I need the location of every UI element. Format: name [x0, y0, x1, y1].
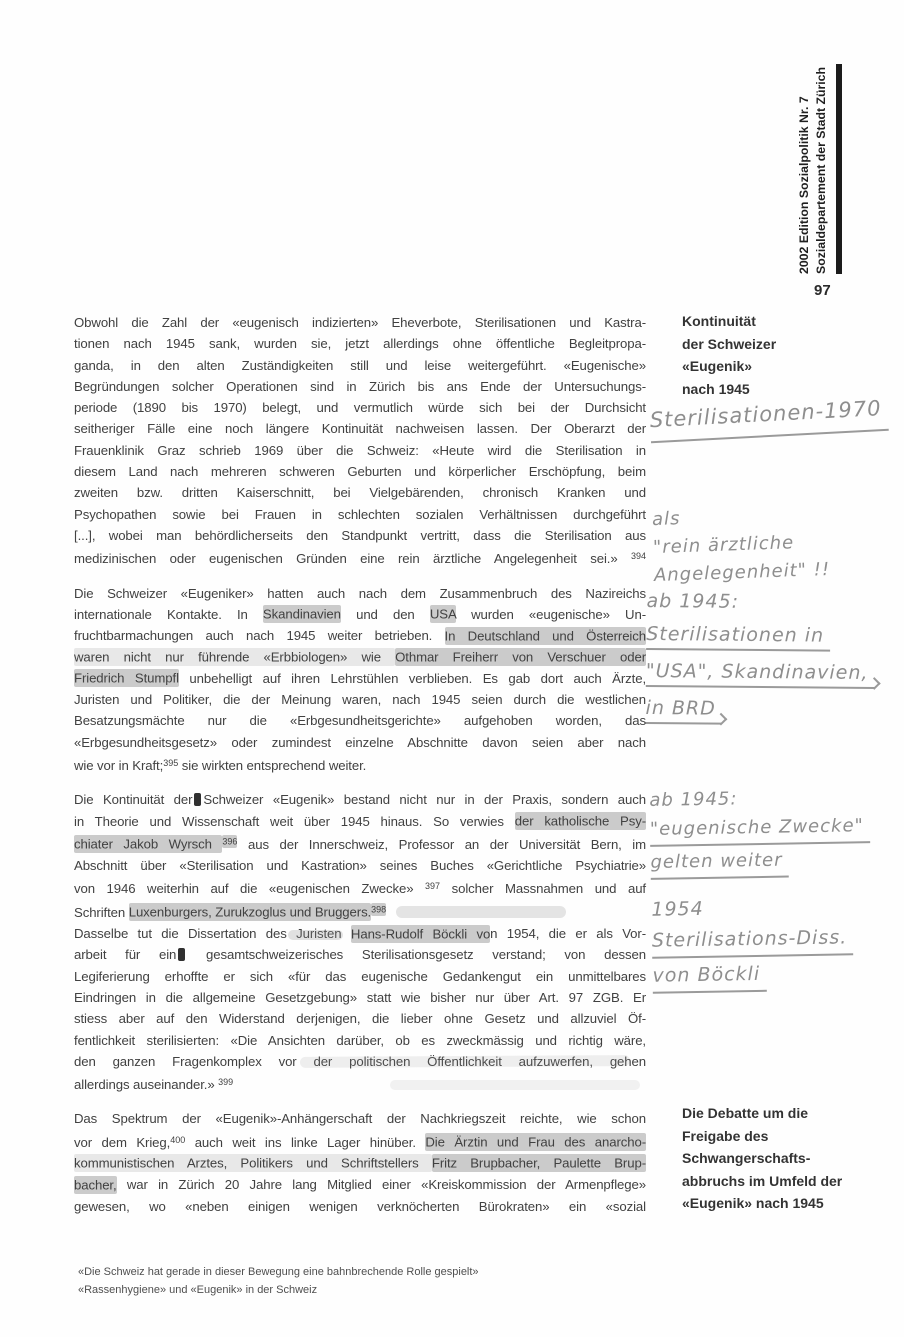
text-line: [74, 1174, 646, 1195]
highlight: USA: [429, 606, 456, 622]
edition-imprint: [796, 62, 830, 274]
text-line: [74, 440, 646, 461]
text-span: internationale Kontakte. In: [74, 606, 263, 622]
text-span: sie wirkten entsprechend weiter.: [178, 757, 367, 773]
text-line: [74, 646, 646, 667]
text-span: Dasselbe tut die Dissertation des Juristen: [74, 926, 351, 942]
text-span: arbeit für ein: [74, 947, 177, 963]
text-span: allerdings auseinander.»: [74, 1077, 219, 1093]
ink-blot: [178, 948, 185, 961]
imprint-line: Sozialdepartement der Stadt Zürich: [814, 66, 828, 274]
text-line: [74, 525, 646, 546]
text-span: in Theorie und Wissenschaft weit über 1945 hinaus. So verwies: [74, 813, 515, 829]
text-line: [74, 710, 646, 731]
handwriting-line: in BRD: [645, 696, 721, 725]
highlight: bacher,: [74, 1177, 117, 1193]
margin-heading-line: «Eugenik» nach 1945: [682, 1195, 824, 1211]
highlight: Friedrich Stumpfl: [74, 670, 179, 686]
body-text: [74, 312, 646, 1230]
text-line: [74, 583, 646, 604]
text-line: [74, 355, 646, 376]
text-line: [74, 944, 646, 965]
handwritten-note-eugenische-zwecke: [649, 784, 871, 883]
text-span: fruchtbarmachungen auch nach 1945 weiter betrieben.: [74, 628, 445, 644]
highlight-light: waren nicht nur führende «Erbbiologen» wie: [74, 649, 396, 665]
text-line: [74, 546, 646, 569]
handwritten-note-boeckli-diss: [651, 892, 854, 996]
text-line: [74, 732, 646, 753]
margin-heading-kontinuitaet: [682, 310, 892, 400]
footnote-ref: 395: [163, 757, 179, 768]
footnote-ref: 399: [218, 1077, 234, 1088]
footer-line: «Die Schweiz hat gerade in dieser Bewegung eine bahnbrechende Rolle gespielt»: [78, 1266, 479, 1278]
text-span: Die Kontinuität der: [74, 792, 193, 808]
text-span: Abschnitt über «Sterilisation und Kastration» seines Buches «Gerichtliche Psychiatrie»: [74, 858, 646, 874]
handwriting-line: "USA", Skandinavien,: [646, 659, 875, 689]
text-span: wie vor in Kraft;: [74, 757, 164, 773]
paragraph: [74, 1108, 646, 1216]
margin-heading-line: Kontinuität: [682, 313, 756, 329]
text-span: zweiten bzw. dritten Kaiserschnitt, bei Vielgebärenden, chronisch Kranken und: [74, 485, 646, 501]
text-span: fentlichkeit sterilisierten: «Die Ansichten darüber, ob es zweckmässig und richtig wäre,: [74, 1032, 646, 1048]
text-line: [74, 482, 646, 503]
text-span: vor dem Krieg,: [74, 1134, 171, 1150]
text-span: stiess aber auf den Widerstand derjenigen, die lieber ohne Gesetz und allzuviel Öf-: [74, 1011, 646, 1027]
handwriting-line: Sterilisations-Diss.: [652, 923, 854, 959]
text-span: tionen nach 1945 sank, wurden sie, jetzt allerdings ohne öffentliche Begleitpropa-: [74, 336, 646, 352]
text-span: und den: [340, 606, 430, 622]
margin-heading-line: Die Debatte um die: [682, 1105, 809, 1121]
margin-heading-line: Freigabe des: [682, 1127, 769, 1144]
highlight: der katholische Psy-: [514, 813, 646, 829]
text-line: [74, 418, 646, 439]
footnote-ref: 398: [371, 904, 387, 915]
text-span: auch weit ins linke Lager hinüber.: [185, 1134, 426, 1150]
text-line: [74, 855, 646, 876]
handwritten-note-rein-aerztliche: [652, 500, 831, 590]
text-span: war in Zürich 20 Jahre lang Mitglied einer «Kreiskommission der Armenpflege»: [116, 1177, 646, 1193]
margin-heading-line: der Schweizer: [682, 335, 777, 352]
highlight-light: kommunistischen Arztes, Politikers und Schriftstellers: [74, 1155, 432, 1171]
text-span: medizinischen oder eugenischen Gründen eine rein ärztliche Angelegenheit sei.»: [74, 551, 631, 567]
margin-heading-line: nach 1945: [682, 380, 750, 397]
text-span: den ganzen Fragenkomplex vor der politischen Öffentlichkeit aufzuwerfen, gehen: [74, 1053, 646, 1069]
text-line: [74, 1030, 646, 1051]
text-line: [74, 625, 646, 646]
text-line: [74, 504, 646, 525]
text-line: [74, 876, 646, 899]
handwriting-line: Angelegenheit" !!: [653, 558, 831, 587]
handwriting-line: "eugenische Zwecke": [650, 813, 870, 847]
text-line: [74, 604, 646, 625]
imprint-bar: [836, 64, 842, 274]
text-span: Psychopathen sowie bei Frauen in schlechten sozialen Verhältnissen durchgeführt: [74, 506, 646, 522]
ghost-smear: [288, 930, 343, 940]
highlight: Luxenburgers, Zurukzoglus und Bruggers.: [128, 904, 372, 920]
text-line: [74, 789, 646, 810]
paragraph: [74, 583, 646, 777]
text-span: Obwohl die Zahl der «eugenisch indizierten» Eheverbote, Sterilisationen und Kastra-: [74, 315, 646, 330]
text-span: Das Spektrum der «Eugenik»-Anhängerschaft der Nachkriegszeit reichte, wie schon: [74, 1111, 646, 1127]
text-line: [74, 832, 646, 855]
text-span: [...], wobei man behördlicherseits den Standpunkt vertritt, dass die Sterilisation aus: [74, 527, 646, 543]
margin-heading-line: Schwangerschafts-: [682, 1150, 811, 1166]
text-line: [74, 1130, 646, 1153]
text-line: [74, 811, 646, 832]
handwriting-line: ab 1945:: [646, 590, 740, 613]
text-line: [74, 312, 646, 333]
footnote-ref: 396: [222, 836, 238, 847]
page-footer: [78, 1264, 479, 1299]
handwritten-note-sterilisationen-1970: [649, 396, 888, 443]
text-span: Besatzungsmächte nur die «Erbgesundheitsgerichte» aufgehoben worden, das: [74, 713, 646, 729]
ghost-smear: [390, 1080, 640, 1090]
text-span: wurden «eugenische» Un-: [455, 606, 646, 622]
text-line: [74, 1008, 646, 1029]
highlight: Hans-Rudolf Böckli vo: [350, 926, 491, 942]
ghost-smear: [300, 1055, 630, 1068]
text-span: solcher Massnahmen und auf: [440, 881, 646, 897]
text-span: aus der Innerschweiz, Professor an der Universität Bern, im: [237, 836, 646, 852]
text-line: [74, 376, 646, 397]
text-line: [74, 1108, 646, 1129]
margin-heading-line: abbruchs im Umfeld der: [682, 1172, 843, 1189]
text-span: diesem Land nach mehreren schweren Geburten und körperlicher Erschöpfung, beim: [74, 464, 646, 480]
text-span: Frauenklinik Graz schrieb 1969 über die Schweiz: «Heute wird die Sterilisation in: [74, 442, 646, 458]
highlight: Othmar Freiherr von Verschuer oder: [395, 649, 646, 665]
footnote-ref: 394: [630, 551, 646, 562]
text-span: «Erbgesundheitsgesetz» oder zumindest einzelne Abschnitte davon seien aber nach: [74, 734, 646, 750]
marker-smear: [396, 906, 566, 918]
text-span: Begründungen solcher Operationen sind in Zürich bis ans Ende der Untersuchungs-: [74, 378, 646, 394]
text-span: gesamtschweizerisches Sterilisationsgesetz verstand; von dessen: [187, 947, 647, 963]
text-span: gewesen, wo «neben einigen wenigen verknöcherten Bürokraten» ein «sozial: [74, 1198, 646, 1214]
text-line: [74, 1196, 646, 1217]
text-span: n 1954, die er als Vor-: [490, 926, 646, 942]
paragraph: [74, 789, 646, 1095]
text-span: von 1946 weiterhin auf die «eugenischen Zwecke»: [74, 881, 426, 897]
text-line: [74, 461, 646, 482]
text-line: [74, 689, 646, 710]
margin-heading-line: «Eugenik»: [682, 358, 753, 374]
handwriting-line: Sterilisationen-1970: [649, 396, 888, 443]
handwriting-line: Sterilisationen in: [646, 622, 830, 652]
highlight: Fritz Brupbacher, Paulette Brup-: [431, 1155, 646, 1171]
footnote-ref: 397: [425, 881, 441, 892]
text-line: [74, 987, 646, 1008]
highlight: Skandinavien: [262, 606, 341, 622]
highlight: chiater Jakob Wyrsch: [74, 836, 223, 852]
handwriting-line: ab 1945:: [649, 788, 738, 811]
highlight: Die Ärztin und Frau des anarcho-: [425, 1134, 647, 1150]
text-span: Juristen und Politiker, die der Meinung waren, nach 1945 seien durch die westlichen: [74, 692, 646, 708]
text-line: [74, 333, 646, 354]
handwriting-line: von Böckli: [652, 960, 766, 994]
footer-line: «Rassenhygiene» und «Eugenik» in der Schweiz: [78, 1283, 318, 1296]
text-line: [74, 668, 646, 689]
text-span: Schriften: [74, 904, 129, 920]
paragraph: [74, 312, 646, 570]
handwriting-line: als: [651, 508, 681, 531]
handwritten-note-ab1945-sterilisationen: [645, 589, 875, 735]
handwriting-line: "rein ärztliche: [652, 532, 795, 559]
text-line: [74, 753, 646, 776]
ink-blot: [194, 793, 201, 806]
page-number: 97: [814, 282, 831, 299]
text-line: [74, 1153, 646, 1174]
footnote-ref: 400: [170, 1134, 186, 1145]
margin-heading-debatte: [682, 1102, 892, 1215]
text-span: ganda, in den alten Zuständigkeiten still und leise weitergeführt. «Eugenische»: [74, 357, 646, 373]
text-line: [74, 966, 646, 987]
text-line: [74, 900, 646, 923]
text-span: Schweizer «Eugenik» bestand nicht nur in der Praxis, sondern auch: [203, 792, 646, 808]
text-line: [74, 397, 646, 418]
imprint-line: 2002 Edition Sozialpolitik Nr. 7: [797, 96, 811, 274]
handwriting-line: 1954: [651, 897, 704, 921]
text-span: periode (1890 bis 1970) belegt, und vermutlich würde sich bei der Durchsicht: [74, 400, 646, 416]
handwriting-line: gelten weiter: [650, 848, 789, 880]
text-span: seitheriger Fälle eine noch längere Kontinuität nachweisen lassen. Der Oberarzt der: [74, 421, 646, 437]
text-span: Eindringen in die allgemeine Gesetzgebung» statt wie bisher nur über Art. 97 ZGB. Er: [74, 989, 646, 1005]
highlight: In Deutschland und Österreich: [444, 628, 646, 644]
text-span: Die Schweizer «Eugeniker» hatten auch nach dem Zusammenbruch des Nazireichs: [74, 585, 646, 601]
text-line: [74, 923, 646, 944]
text-span: Legiferierung erhoffte er sich «für das eugenische Gedankengut ein unmittelbares: [74, 968, 646, 984]
text-span: unbehelligt auf ihren Lehrstühlen verblieben. Es gab dort auch Ärzte,: [178, 670, 647, 686]
